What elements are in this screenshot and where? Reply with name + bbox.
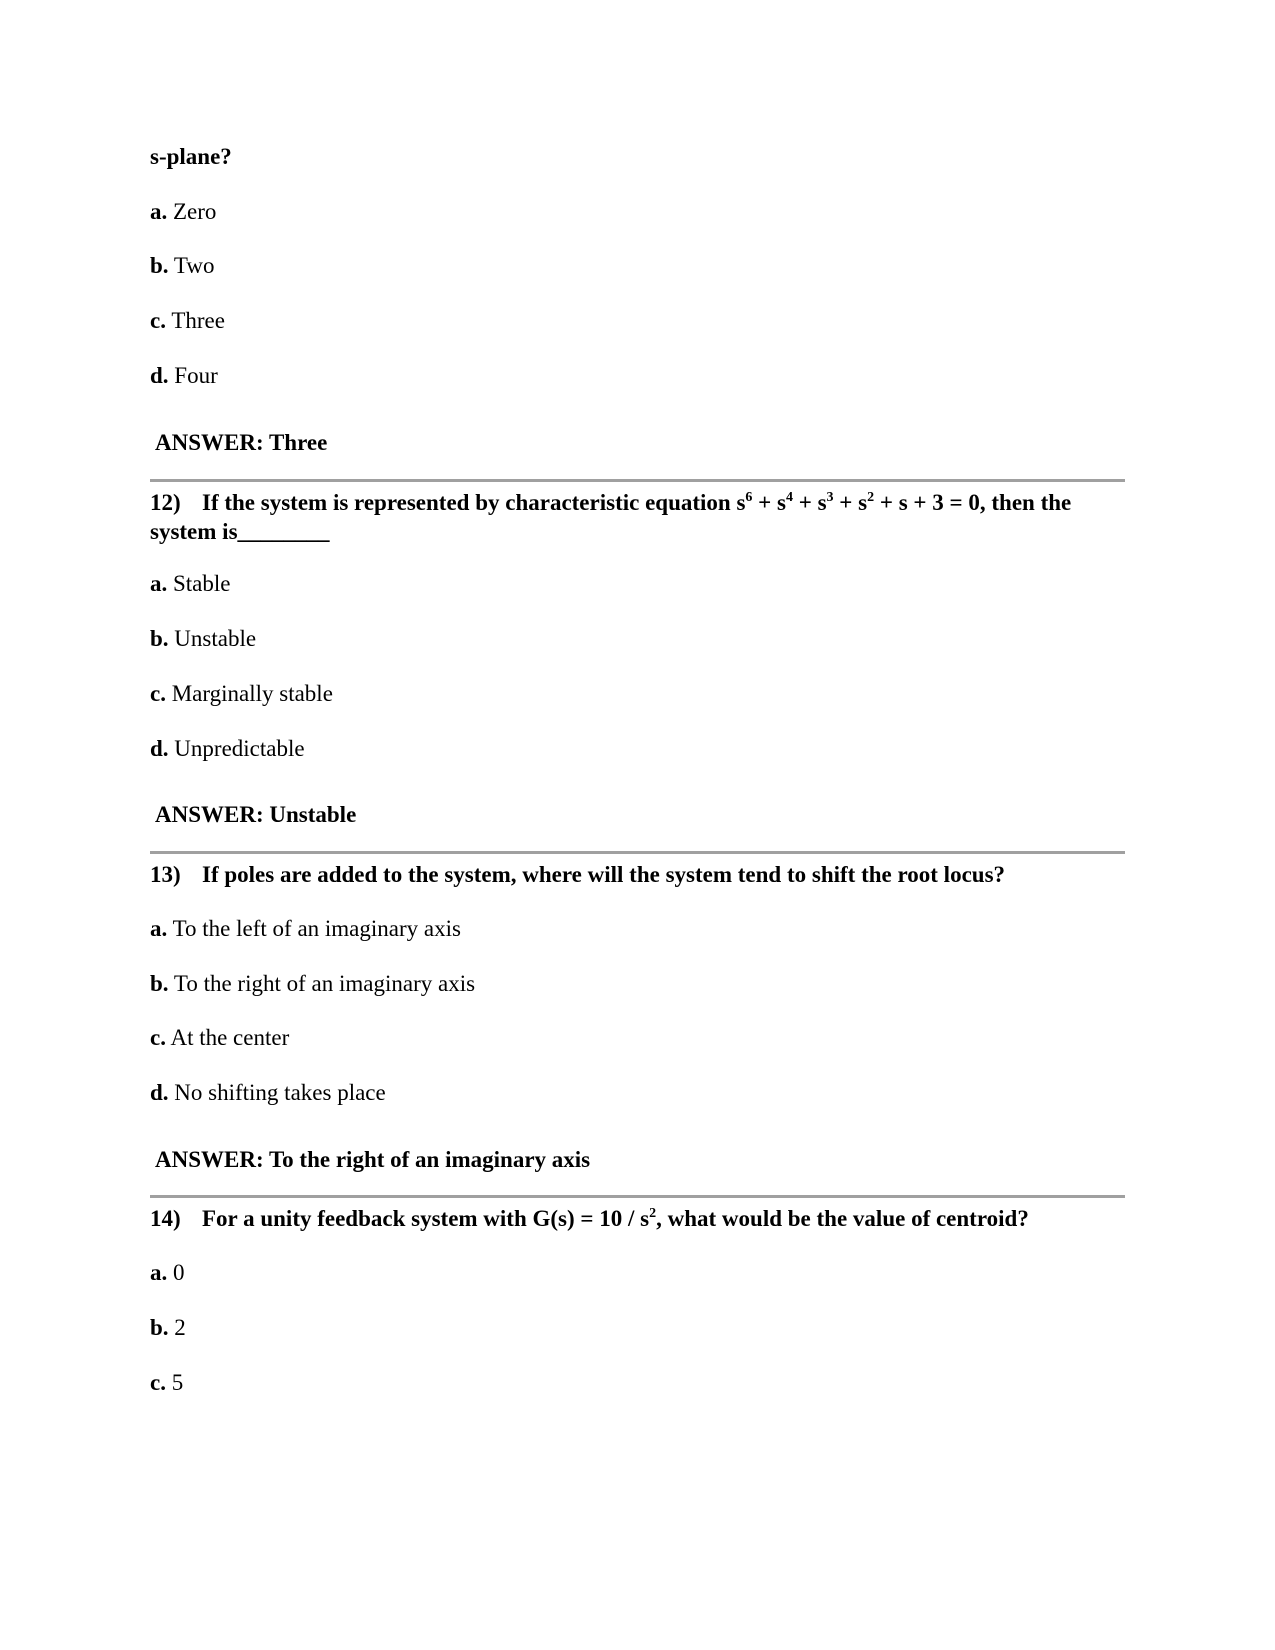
option-letter: d. bbox=[150, 363, 169, 388]
question-text-part: + s bbox=[752, 490, 786, 515]
q12-answer: ANSWER: Unstable bbox=[155, 802, 357, 827]
option-letter: c. bbox=[150, 308, 166, 333]
option-text: Marginally stable bbox=[171, 681, 333, 706]
document-page bbox=[150, 0, 1125, 1650]
question-number: 13) bbox=[150, 862, 181, 887]
q13-option-a bbox=[150, 915, 461, 943]
q13-answer: ANSWER: To the right of an imaginary axis bbox=[155, 1147, 591, 1172]
option-letter: d. bbox=[150, 1080, 169, 1105]
question-text: If poles are added to the system, where will the system tend to shift the root locus? bbox=[202, 862, 1006, 887]
option-letter: a. bbox=[150, 916, 168, 941]
option-letter: a. bbox=[150, 571, 168, 596]
question-text-part: + s bbox=[792, 490, 827, 515]
q11-answer: ANSWER: Three bbox=[155, 430, 328, 455]
question-number: 14) bbox=[150, 1206, 181, 1231]
divider bbox=[150, 479, 1125, 482]
option-letter: b. bbox=[150, 253, 169, 278]
q13-option-c bbox=[150, 1024, 289, 1052]
q11-option-d bbox=[150, 362, 218, 390]
option-text: No shifting takes place bbox=[174, 1080, 386, 1105]
q11-option-c bbox=[150, 307, 225, 335]
question-text-tail: , what would be the value of centroid? bbox=[656, 1206, 1029, 1231]
question-13 bbox=[150, 860, 1125, 889]
option-text: Zero bbox=[173, 199, 217, 224]
q14-option-b bbox=[150, 1314, 186, 1342]
option-text: Three bbox=[171, 308, 225, 333]
question-text-lead: If the system is represented by characteristic equation s bbox=[202, 490, 746, 515]
option-letter: b. bbox=[150, 971, 169, 996]
q14-option-a bbox=[150, 1259, 185, 1287]
option-letter: a. bbox=[150, 199, 168, 224]
exponent: 6 bbox=[745, 490, 753, 505]
question-text-part: + s bbox=[833, 490, 868, 515]
exponent: 2 bbox=[867, 490, 875, 505]
exponent: 4 bbox=[785, 490, 793, 505]
divider bbox=[150, 1195, 1125, 1198]
question-text-tail: + s + 3 = 0, then the system is________ bbox=[150, 490, 1072, 544]
option-text: To the left of an imaginary axis bbox=[172, 916, 461, 941]
option-text: Unstable bbox=[174, 626, 257, 651]
option-text: Two bbox=[173, 253, 215, 278]
q12-option-d bbox=[150, 735, 305, 763]
option-letter: d. bbox=[150, 736, 169, 761]
option-letter: b. bbox=[150, 626, 169, 651]
question-text-lead: For a unity feedback system with G(s) = 10 / s bbox=[202, 1206, 650, 1231]
option-text: To the right of an imaginary axis bbox=[173, 971, 476, 996]
q14-option-c bbox=[150, 1369, 183, 1397]
question-12 bbox=[150, 488, 1125, 546]
question-14 bbox=[150, 1204, 1125, 1233]
q13-option-d bbox=[150, 1079, 386, 1107]
option-text: Four bbox=[174, 363, 218, 388]
question-11-tail: s-plane? bbox=[150, 144, 232, 169]
q12-option-a bbox=[150, 570, 231, 598]
divider bbox=[150, 851, 1125, 854]
option-letter: c. bbox=[150, 681, 166, 706]
option-text: Stable bbox=[173, 571, 231, 596]
option-letter: c. bbox=[150, 1370, 166, 1395]
question-number: 12) bbox=[150, 490, 181, 515]
option-text: 0 bbox=[173, 1260, 185, 1285]
q11-option-b bbox=[150, 252, 214, 280]
option-text: Unpredictable bbox=[174, 736, 305, 761]
exponent: 2 bbox=[649, 1206, 657, 1221]
option-letter: a. bbox=[150, 1260, 168, 1285]
q11-option-a bbox=[150, 198, 216, 226]
q12-option-c bbox=[150, 680, 333, 708]
option-text: 5 bbox=[171, 1370, 184, 1395]
q12-option-b bbox=[150, 625, 256, 653]
option-letter: c. bbox=[150, 1025, 166, 1050]
q13-option-b bbox=[150, 970, 475, 998]
option-letter: b. bbox=[150, 1315, 169, 1340]
exponent: 3 bbox=[826, 490, 834, 505]
option-text: At the center bbox=[170, 1025, 290, 1050]
option-text: 2 bbox=[174, 1315, 186, 1340]
